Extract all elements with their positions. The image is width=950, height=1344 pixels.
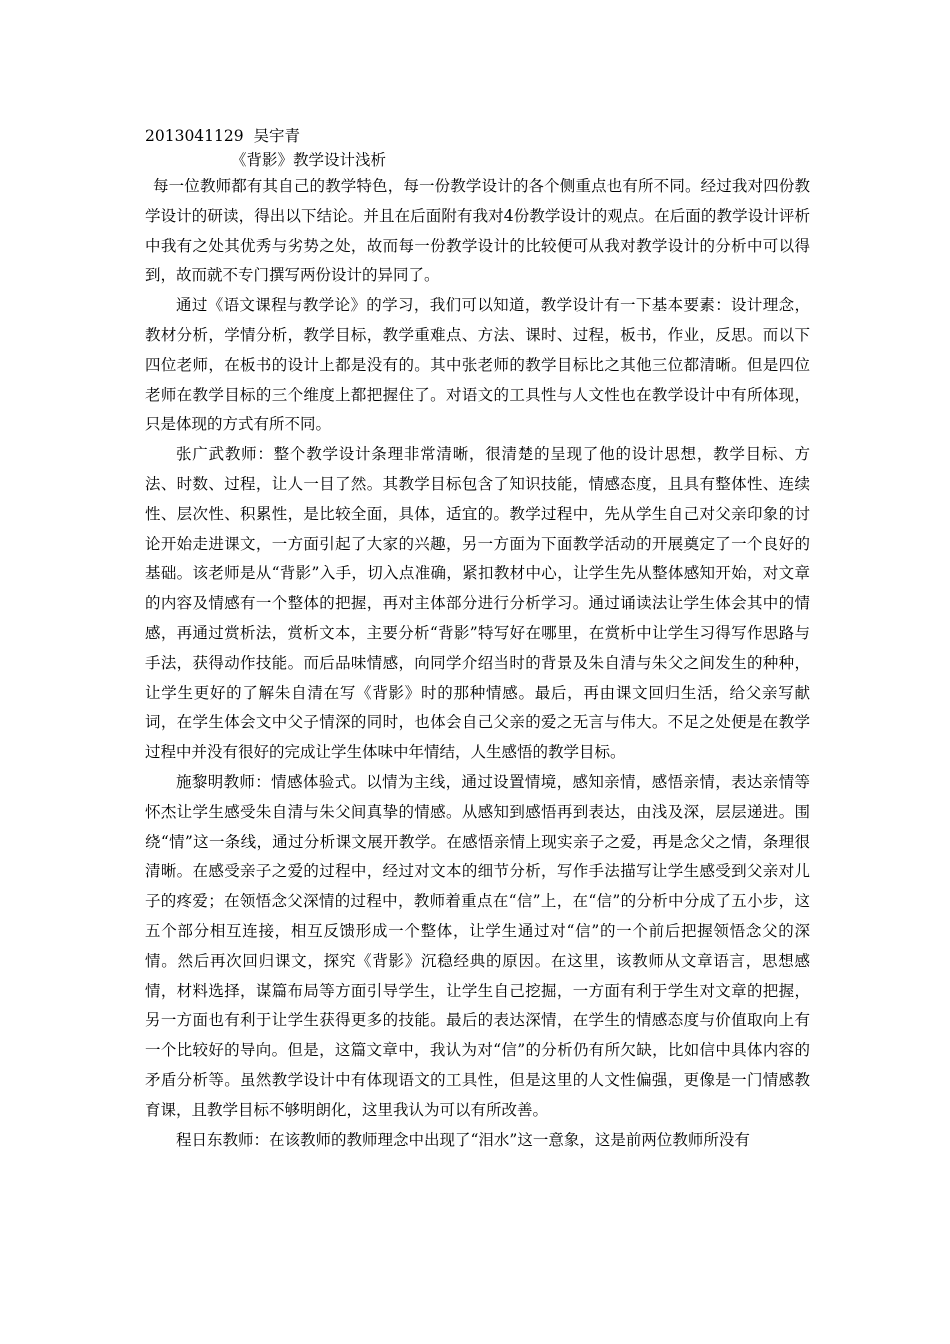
paragraph-shi-liming: 施黎明教师：情感体验式。以情为主线，通过设置情境，感知亲情，感悟亲情，表达亲情等怀杰让学生感受朱自清与朱父间真挚的情感。从感知到感悟再到表达，由浅及深，层层递进。围绕“情”这一条线，通过分析课文展开教学。在感悟亲情上现实亲子之爱，再是念父之情，条理很清晰。在感受亲子之爱的过程中，经过对文本的细节分析，写作手法描写让学生感受到父亲对儿子的疼爱；在领悟念父深情的过程中，教师着重点在“信”上，在“信”的分析中分成了五小步，这五个部分相互连接，相互反馈形成一个整体，让学生通过对“信”的一个前后把握领悟念父的深情。然后再次回归课文，探究《背影》沉稳经典的原因。在这里，该教师从文章语言，思想感情，材料选择，谋篇布局等方面引导学生，让学生自己挖掘，一方面有利于学生对文章的把握，另一方面也有利于让学生获得更多的技能。最后的表达深情，在学生的情感态度与价值取向上有一个比较好的导向。但是，这篇文章中，我认为对“信”的分析仍有所欠缺，比如信中具体内容的矛盾分析等。虽然教学设计中有体现语文的工具性，但是这里的人文性偏强，更像是一门情感教育课，且教学目标不够明朗化，这里我认为可以有所改善。 [145, 772, 810, 1119]
paragraph-cheng-ridong: 程日东教师：在该教师的教师理念中出现了“泪水”这一意象，这是前两位教师所没有 [176, 1130, 750, 1149]
document-body [145, 124, 810, 1155]
paragraph-zhang-guangwu: 张广武教师：整个教学设计条理非常清晰，很清楚的呈现了他的设计思想，教学目标、方法、时数、过程，让人一目了然。其教学目标包含了知识技能，情感态度，且具有整体性、连续性、层次性、积累性，是比较全面，具体，适宜的。教学过程中，先从学生自己对父亲印象的讨论开始走进课文，一方面引起了大家的兴趣，另一方面为下面教学活动的开展奠定了一个良好的基础。该老师是从“背影”入手，切入点准确，紧扣教材中心，让学生先从整体感知开始，对文章的内容及情感有一个整体的把握，再对主体部分进行分析学习。通过诵读法让学生体会其中的情感，再通过赏析法，赏析文本，主要分析“背影”特写好在哪里，在赏析中让学生习得写作思路与手法，获得动作技能。而后品味情感，向同学介绍当时的背景及朱自清与朱父之间发生的种种，让学生更好的了解朱自清在写《背影》时的那种情感。最后，再由课文回归生活，给父亲写献词，在学生体会文中父子情深的同时，也体会自己父亲的爱之无言与伟大。不足之处便是在教学过程中并没有很好的完成让学生体味中年情结，人生感悟的教学目标。 [145, 445, 810, 762]
student-id: 2013041129 [145, 127, 244, 145]
paragraph-intro: 每一位教师都有其自己的教学特色，每一份教学设计的各个侧重点也有所不同。经过我对四份教学设计的研读，得出以下结论。并且在后面附有我对4份教学设计的观点。在后面的教学设计评析中我有之处其优秀与劣势之处，故而每一份教学设计的比较便可从我对教学设计的分析中可以得到，故而就不专门撰写两份设计的异同了。 [145, 177, 810, 285]
document-title: 《背影》教学设计浅析 [231, 151, 387, 169]
author-line [145, 124, 810, 148]
author-name: 吴宇青 [253, 127, 300, 145]
paragraph-design-elements: 通过《语文课程与教学论》的学习，我们可以知道，教学设计有一下基本要素：设计理念，教材分析，学情分析，教学目标，教学重难点、方法、课时、过程，板书，作业，反思。而以下四位老师，在板书的设计上都是没有的。其中张老师的教学目标比之其他三位都清晰。但是四位老师在教学目标的三个维度上都把握住了。对语文的工具性与人文性也在教学设计中有所体现，只是体现的方式有所不同。 [145, 296, 810, 434]
